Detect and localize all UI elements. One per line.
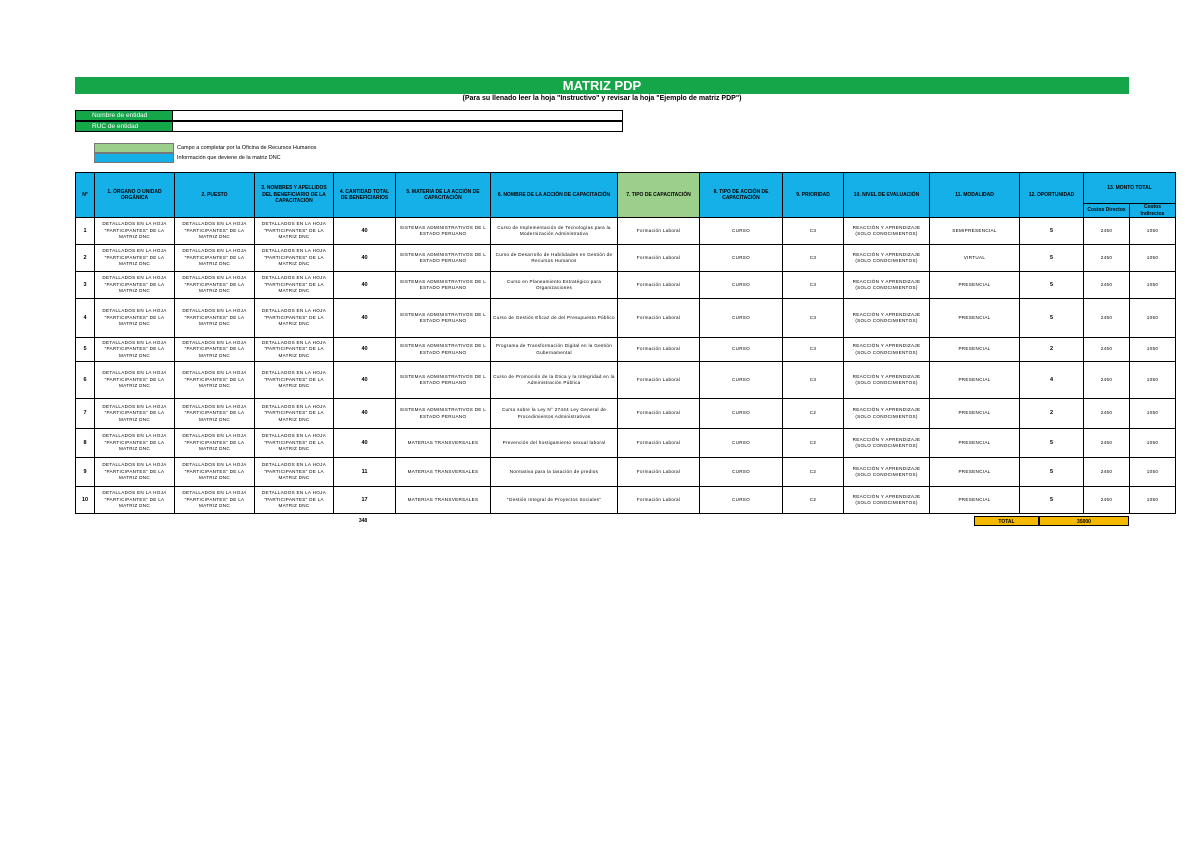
cell-tipo[interactable]: Formación Laboral [618, 487, 700, 514]
cell-modalidad[interactable]: PRESENCIAL [930, 487, 1020, 514]
row-number[interactable]: 3 [76, 272, 95, 299]
cell-nombre-accion[interactable]: Prevención del hostigamiento sexual laboral [491, 429, 618, 458]
cell-puesto[interactable]: DETALLADOS EN LA HOJA "PARTICIPANTES" DE LA MATRIZ DNC [175, 487, 255, 514]
pdp-table [75, 172, 1176, 514]
cell-materia[interactable]: SISTEMAS ADMINISTRATIVOS DE L ESTADO PERUANO [396, 399, 491, 429]
cell-tipo-accion[interactable]: CURSO [700, 429, 783, 458]
cell-costos-indirectos[interactable]: 1050 [1130, 399, 1176, 429]
header-cantidad: 4. CANTIDAD TOTAL DE BENEFICIARIOS [334, 173, 396, 218]
cell-organo[interactable]: DETALLADOS EN LA HOJA "PARTICIPANTES" DE LA MATRIZ DNC [95, 362, 175, 399]
row-number[interactable]: 7 [76, 399, 95, 429]
cell-tipo[interactable]: Formación Laboral [618, 245, 700, 272]
cell-costos-indirectos[interactable]: 1050 [1130, 245, 1176, 272]
cell-oportunidad[interactable]: 5 [1020, 245, 1084, 272]
cell-materia[interactable]: SISTEMAS ADMINISTRATIVOS DE L ESTADO PERUANO [396, 272, 491, 299]
row-number[interactable]: 2 [76, 245, 95, 272]
row-number[interactable]: 1 [76, 218, 95, 245]
cell-modalidad[interactable]: PRESENCIAL [930, 362, 1020, 399]
cell-nombre-accion[interactable]: Curso de Gestión Eficaz de del Presupuesto Público [491, 299, 618, 338]
cell-prioridad[interactable]: C3 [783, 338, 844, 362]
cell-organo[interactable]: DETALLADOS EN LA HOJA "PARTICIPANTES" DE LA MATRIZ DNC [95, 245, 175, 272]
cell-tipo[interactable]: Formación Laboral [618, 272, 700, 299]
cell-tipo[interactable]: Formación Laboral [618, 338, 700, 362]
header-nombre-accion: 6. NOMBRE DE LA ACCIÓN DE CAPACITACIÓN [491, 173, 618, 218]
legend-swatch-blue [94, 153, 174, 163]
legend-text-hr: Campo a completar por la Oficina de Recursos Humanos [177, 145, 317, 151]
cell-costos-indirectos[interactable]: 1050 [1130, 272, 1176, 299]
table-row [76, 272, 1176, 299]
cell-prioridad[interactable]: C3 [783, 245, 844, 272]
cell-nombres[interactable]: DETALLADOS EN LA HOJA "PARTICIPANTES" DE LA MATRIZ DNC [255, 245, 334, 272]
cell-costos-directos[interactable]: 2450 [1084, 458, 1130, 487]
cell-costos-directos[interactable]: 2450 [1084, 487, 1130, 514]
cell-puesto[interactable]: DETALLADOS EN LA HOJA "PARTICIPANTES" DE LA MATRIZ DNC [175, 272, 255, 299]
cell-puesto[interactable]: DETALLADOS EN LA HOJA "PARTICIPANTES" DE LA MATRIZ DNC [175, 458, 255, 487]
cell-prioridad[interactable]: C2 [783, 399, 844, 429]
cell-nombre-accion[interactable]: "Gestión Integral de Proyectos Sociales" [491, 487, 618, 514]
header-costos-directos: Costos Directos [1084, 204, 1130, 218]
cell-costos-indirectos[interactable]: 1050 [1130, 429, 1176, 458]
total-label: TOTAL [974, 516, 1039, 526]
cell-tipo-accion[interactable]: CURSO [700, 362, 783, 399]
cell-oportunidad[interactable]: 5 [1020, 458, 1084, 487]
cell-costos-directos[interactable]: 2450 [1084, 272, 1130, 299]
cell-costos-directos[interactable]: 2450 [1084, 245, 1130, 272]
cell-modalidad[interactable]: PRESENCIAL [930, 338, 1020, 362]
total-monto: 35000 [1039, 516, 1129, 526]
cell-nombre-accion[interactable]: Curso de Implementación de Tecnologías para la Modernización Administrativa [491, 218, 618, 245]
cell-oportunidad[interactable]: 2 [1020, 338, 1084, 362]
cell-cantidad[interactable]: 40 [334, 429, 396, 458]
cell-prioridad[interactable]: C3 [783, 218, 844, 245]
cell-nivel[interactable]: REACCIÓN Y APRENDIZAJE (SOLO CONOCIMIENTOS) [844, 245, 930, 272]
cell-modalidad[interactable]: PRESENCIAL [930, 399, 1020, 429]
cell-organo[interactable]: DETALLADOS EN LA HOJA "PARTICIPANTES" DE LA MATRIZ DNC [95, 218, 175, 245]
cell-costos-indirectos[interactable]: 1050 [1130, 218, 1176, 245]
cell-costos-directos[interactable]: 2450 [1084, 299, 1130, 338]
cell-nombres[interactable]: DETALLADOS EN LA HOJA "PARTICIPANTES" DE LA MATRIZ DNC [255, 399, 334, 429]
cell-tipo-accion[interactable]: CURSO [700, 487, 783, 514]
header-tipo: 7. TIPO DE CAPACITACIÓN [618, 173, 700, 218]
cell-prioridad[interactable]: C3 [783, 272, 844, 299]
cell-oportunidad[interactable]: 5 [1020, 429, 1084, 458]
cell-modalidad[interactable]: PRESENCIAL [930, 299, 1020, 338]
cell-tipo-accion[interactable]: CURSO [700, 458, 783, 487]
cell-modalidad[interactable]: PRESENCIAL [930, 458, 1020, 487]
cell-costos-directos[interactable]: 2450 [1084, 399, 1130, 429]
entity-name-row [75, 110, 623, 121]
cell-nombres[interactable]: DETALLADOS EN LA HOJA "PARTICIPANTES" DE LA MATRIZ DNC [255, 299, 334, 338]
cell-costos-directos[interactable]: 2450 [1084, 362, 1130, 399]
cell-tipo-accion[interactable]: CURSO [700, 245, 783, 272]
table-row [76, 487, 1176, 514]
cell-organo[interactable]: DETALLADOS EN LA HOJA "PARTICIPANTES" DE LA MATRIZ DNC [95, 272, 175, 299]
cell-cantidad[interactable]: 40 [334, 272, 396, 299]
entity-ruc-row [75, 121, 623, 132]
row-number[interactable]: 5 [76, 338, 95, 362]
header-n: N° [76, 173, 95, 218]
cell-tipo-accion[interactable]: CURSO [700, 272, 783, 299]
cell-nombres[interactable]: DETALLADOS EN LA HOJA "PARTICIPANTES" DE LA MATRIZ DNC [255, 458, 334, 487]
row-number[interactable]: 9 [76, 458, 95, 487]
table-row [76, 245, 1176, 272]
row-number[interactable]: 10 [76, 487, 95, 514]
cell-puesto[interactable]: DETALLADOS EN LA HOJA "PARTICIPANTES" DE LA MATRIZ DNC [175, 362, 255, 399]
cell-nombres[interactable]: DETALLADOS EN LA HOJA "PARTICIPANTES" DE LA MATRIZ DNC [255, 429, 334, 458]
cell-costos-indirectos[interactable]: 1050 [1130, 338, 1176, 362]
row-number[interactable]: 8 [76, 429, 95, 458]
cell-prioridad[interactable]: C3 [783, 362, 844, 399]
table-row [76, 362, 1176, 399]
cell-cantidad[interactable]: 40 [334, 299, 396, 338]
header-modalidad: 11. MODALIDAD [930, 173, 1020, 218]
cell-nivel[interactable]: REACCIÓN Y APRENDIZAJE (SOLO CONOCIMIENTOS) [844, 429, 930, 458]
cell-modalidad[interactable]: VIRTUAL [930, 245, 1020, 272]
cell-organo[interactable]: DETALLADOS EN LA HOJA "PARTICIPANTES" DE LA MATRIZ DNC [95, 487, 175, 514]
cell-materia[interactable]: SISTEMAS ADMINISTRATIVOS DE L ESTADO PERUANO [396, 299, 491, 338]
cell-costos-directos[interactable]: 2450 [1084, 429, 1130, 458]
cell-costos-directos[interactable]: 2450 [1084, 218, 1130, 245]
cell-nivel[interactable]: REACCIÓN Y APRENDIZAJE (SOLO CONOCIMIENTOS) [844, 487, 930, 514]
cell-cantidad[interactable]: 40 [334, 245, 396, 272]
header-oportunidad: 12. OPORTUNIDAD [1020, 173, 1084, 218]
cell-organo[interactable]: DETALLADOS EN LA HOJA "PARTICIPANTES" DE LA MATRIZ DNC [95, 399, 175, 429]
cell-costos-indirectos[interactable]: 1050 [1130, 458, 1176, 487]
legend-item-hr [94, 143, 316, 153]
cell-costos-indirectos[interactable]: 1050 [1130, 487, 1176, 514]
cell-cantidad[interactable]: 40 [334, 338, 396, 362]
entity-ruc-label: RUC de entidad [76, 122, 173, 131]
legend-text-dnc: Información que deviene de la matriz DNC [177, 155, 281, 161]
total-beneficiarios: 348 [358, 518, 368, 524]
cell-tipo[interactable]: Formación Laboral [618, 218, 700, 245]
cell-nombre-accion[interactable]: Programa de Transformación Digital en la Gestión Gubernamental [491, 338, 618, 362]
cell-tipo[interactable]: Formación Laboral [618, 458, 700, 487]
cell-tipo-accion[interactable]: CURSO [700, 218, 783, 245]
cell-nombres[interactable]: DETALLADOS EN LA HOJA "PARTICIPANTES" DE LA MATRIZ DNC [255, 362, 334, 399]
cell-oportunidad[interactable]: 5 [1020, 299, 1084, 338]
table-row [76, 399, 1176, 429]
row-number[interactable]: 6 [76, 362, 95, 399]
cell-cantidad[interactable]: 40 [334, 362, 396, 399]
cell-tipo-accion[interactable]: CURSO [700, 399, 783, 429]
cell-puesto[interactable]: DETALLADOS EN LA HOJA "PARTICIPANTES" DE LA MATRIZ DNC [175, 399, 255, 429]
cell-tipo[interactable]: Formación Laboral [618, 399, 700, 429]
cell-materia[interactable]: SISTEMAS ADMINISTRATIVOS DE L ESTADO PERUANO [396, 218, 491, 245]
cell-nombre-accion[interactable]: Curso de Desarrollo de Habilidades en Gestión de Recursos Humanos [491, 245, 618, 272]
cell-oportunidad[interactable]: 5 [1020, 272, 1084, 299]
header-materia: 5. MATERIA DE LA ACCIÓN DE CAPACITACIÓN [396, 173, 491, 218]
cell-organo[interactable]: DETALLADOS EN LA HOJA "PARTICIPANTES" DE LA MATRIZ DNC [95, 429, 175, 458]
cell-nombres[interactable]: DETALLADOS EN LA HOJA "PARTICIPANTES" DE LA MATRIZ DNC [255, 218, 334, 245]
cell-cantidad[interactable]: 40 [334, 218, 396, 245]
cell-materia[interactable]: SISTEMAS ADMINISTRATIVOS DE L ESTADO PERUANO [396, 338, 491, 362]
cell-tipo[interactable]: Formación Laboral [618, 429, 700, 458]
table-row [76, 218, 1176, 245]
row-number[interactable]: 4 [76, 299, 95, 338]
cell-cantidad[interactable]: 17 [334, 487, 396, 514]
table-row [76, 429, 1176, 458]
cell-nombre-accion[interactable]: Normativa para la tasación de predios [491, 458, 618, 487]
cell-tipo[interactable]: Formación Laboral [618, 362, 700, 399]
cell-prioridad[interactable]: C2 [783, 458, 844, 487]
entity-name-label: Nombre de entidad [76, 111, 173, 120]
cell-prioridad[interactable]: C2 [783, 487, 844, 514]
cell-oportunidad[interactable]: 5 [1020, 487, 1084, 514]
header-nombres: 3. NOMBRES Y APELLIDOS DEL BENEFICIARIO DE LA CAPACITACIÓN [255, 173, 334, 218]
table-row [76, 299, 1176, 338]
header-costos-indirectos: Costos Indirectos [1130, 204, 1176, 218]
cell-nombre-accion[interactable]: Curso sobre la Ley N° 27444 Ley General de Procedimientos Administrativos [491, 399, 618, 429]
cell-materia[interactable]: SISTEMAS ADMINISTRATIVOS DE L ESTADO PERUANO [396, 245, 491, 272]
cell-prioridad[interactable]: C2 [783, 429, 844, 458]
table-row [76, 338, 1176, 362]
cell-nombres[interactable]: DETALLADOS EN LA HOJA "PARTICIPANTES" DE LA MATRIZ DNC [255, 487, 334, 514]
cell-costos-directos[interactable]: 2450 [1084, 338, 1130, 362]
cell-tipo[interactable]: Formación Laboral [618, 299, 700, 338]
table-row [76, 458, 1176, 487]
cell-puesto[interactable]: DETALLADOS EN LA HOJA "PARTICIPANTES" DE LA MATRIZ DNC [175, 299, 255, 338]
cell-oportunidad[interactable]: 4 [1020, 362, 1084, 399]
cell-nombre-accion[interactable]: Curso en Planeamiento Estratégico para Organizaciones [491, 272, 618, 299]
cell-oportunidad[interactable]: 2 [1020, 399, 1084, 429]
cell-nivel[interactable]: REACCIÓN Y APRENDIZAJE (SOLO CONOCIMIENTOS) [844, 272, 930, 299]
cell-nombres[interactable]: DETALLADOS EN LA HOJA "PARTICIPANTES" DE LA MATRIZ DNC [255, 338, 334, 362]
cell-nivel[interactable]: REACCIÓN Y APRENDIZAJE (SOLO CONOCIMIENTOS) [844, 338, 930, 362]
header-tipo-accion: 8. TIPO DE ACCIÓN DE CAPACITACIÓN [700, 173, 783, 218]
cell-materia[interactable]: MATERIAS TRANSVERSALES [396, 458, 491, 487]
cell-organo[interactable]: DETALLADOS EN LA HOJA "PARTICIPANTES" DE LA MATRIZ DNC [95, 458, 175, 487]
cell-organo[interactable]: DETALLADOS EN LA HOJA "PARTICIPANTES" DE LA MATRIZ DNC [95, 338, 175, 362]
cell-tipo-accion[interactable]: CURSO [700, 338, 783, 362]
legend-swatch-green [94, 143, 174, 153]
cell-nombres[interactable]: DETALLADOS EN LA HOJA "PARTICIPANTES" DE LA MATRIZ DNC [255, 272, 334, 299]
legend-item-dnc [94, 153, 281, 163]
cell-modalidad[interactable]: PRESENCIAL [930, 429, 1020, 458]
header-prioridad: 9. PRIORIDAD [783, 173, 844, 218]
cell-modalidad[interactable]: PRESENCIAL [930, 272, 1020, 299]
cell-nivel[interactable]: REACCIÓN Y APRENDIZAJE (SOLO CONOCIMIENTOS) [844, 362, 930, 399]
header-organo: 1. ÓRGANO O UNIDAD ORGÁNICA [95, 173, 175, 218]
cell-prioridad[interactable]: C3 [783, 299, 844, 338]
cell-nivel[interactable]: REACCIÓN Y APRENDIZAJE (SOLO CONOCIMIENTOS) [844, 299, 930, 338]
cell-puesto[interactable]: DETALLADOS EN LA HOJA "PARTICIPANTES" DE LA MATRIZ DNC [175, 338, 255, 362]
cell-organo[interactable]: DETALLADOS EN LA HOJA "PARTICIPANTES" DE LA MATRIZ DNC [95, 299, 175, 338]
cell-materia[interactable]: MATERIAS TRANSVERSALES [396, 429, 491, 458]
cell-costos-indirectos[interactable]: 1050 [1130, 362, 1176, 399]
cell-puesto[interactable]: DETALLADOS EN LA HOJA "PARTICIPANTES" DE LA MATRIZ DNC [175, 429, 255, 458]
entity-ruc-field[interactable] [173, 122, 622, 131]
cell-costos-indirectos[interactable]: 1050 [1130, 299, 1176, 338]
cell-nivel[interactable]: REACCIÓN Y APRENDIZAJE (SOLO CONOCIMIENTOS) [844, 399, 930, 429]
cell-materia[interactable]: MATERIAS TRANSVERSALES [396, 487, 491, 514]
cell-nivel[interactable]: REACCIÓN Y APRENDIZAJE (SOLO CONOCIMIENTOS) [844, 218, 930, 245]
cell-tipo-accion[interactable]: CURSO [700, 299, 783, 338]
entity-name-field[interactable] [173, 111, 622, 120]
header-monto: 13. MONTO TOTAL [1084, 173, 1176, 204]
header-nivel: 10. NIVEL DE EVALUACIÓN [844, 173, 930, 218]
page-subtitle: (Para su llenado leer la hoja "Instructivo" y revisar la hoja "Ejemplo de matriz PDP") [462, 95, 742, 102]
cell-materia[interactable]: SISTEMAS ADMINISTRATIVOS DE L ESTADO PERUANO [396, 362, 491, 399]
cell-oportunidad[interactable]: 5 [1020, 218, 1084, 245]
cell-cantidad[interactable]: 11 [334, 458, 396, 487]
cell-nombre-accion[interactable]: Curso de Promoción de la Ética y la Integridad en la Administración Pública [491, 362, 618, 399]
cell-cantidad[interactable]: 40 [334, 399, 396, 429]
cell-modalidad[interactable]: SEMIPRESENCIAL [930, 218, 1020, 245]
page-title: MATRIZ PDP [75, 77, 1129, 94]
cell-puesto[interactable]: DETALLADOS EN LA HOJA "PARTICIPANTES" DE LA MATRIZ DNC [175, 218, 255, 245]
header-puesto: 2. PUESTO [175, 173, 255, 218]
cell-nivel[interactable]: REACCIÓN Y APRENDIZAJE (SOLO CONOCIMIENTOS) [844, 458, 930, 487]
cell-puesto[interactable]: DETALLADOS EN LA HOJA "PARTICIPANTES" DE LA MATRIZ DNC [175, 245, 255, 272]
